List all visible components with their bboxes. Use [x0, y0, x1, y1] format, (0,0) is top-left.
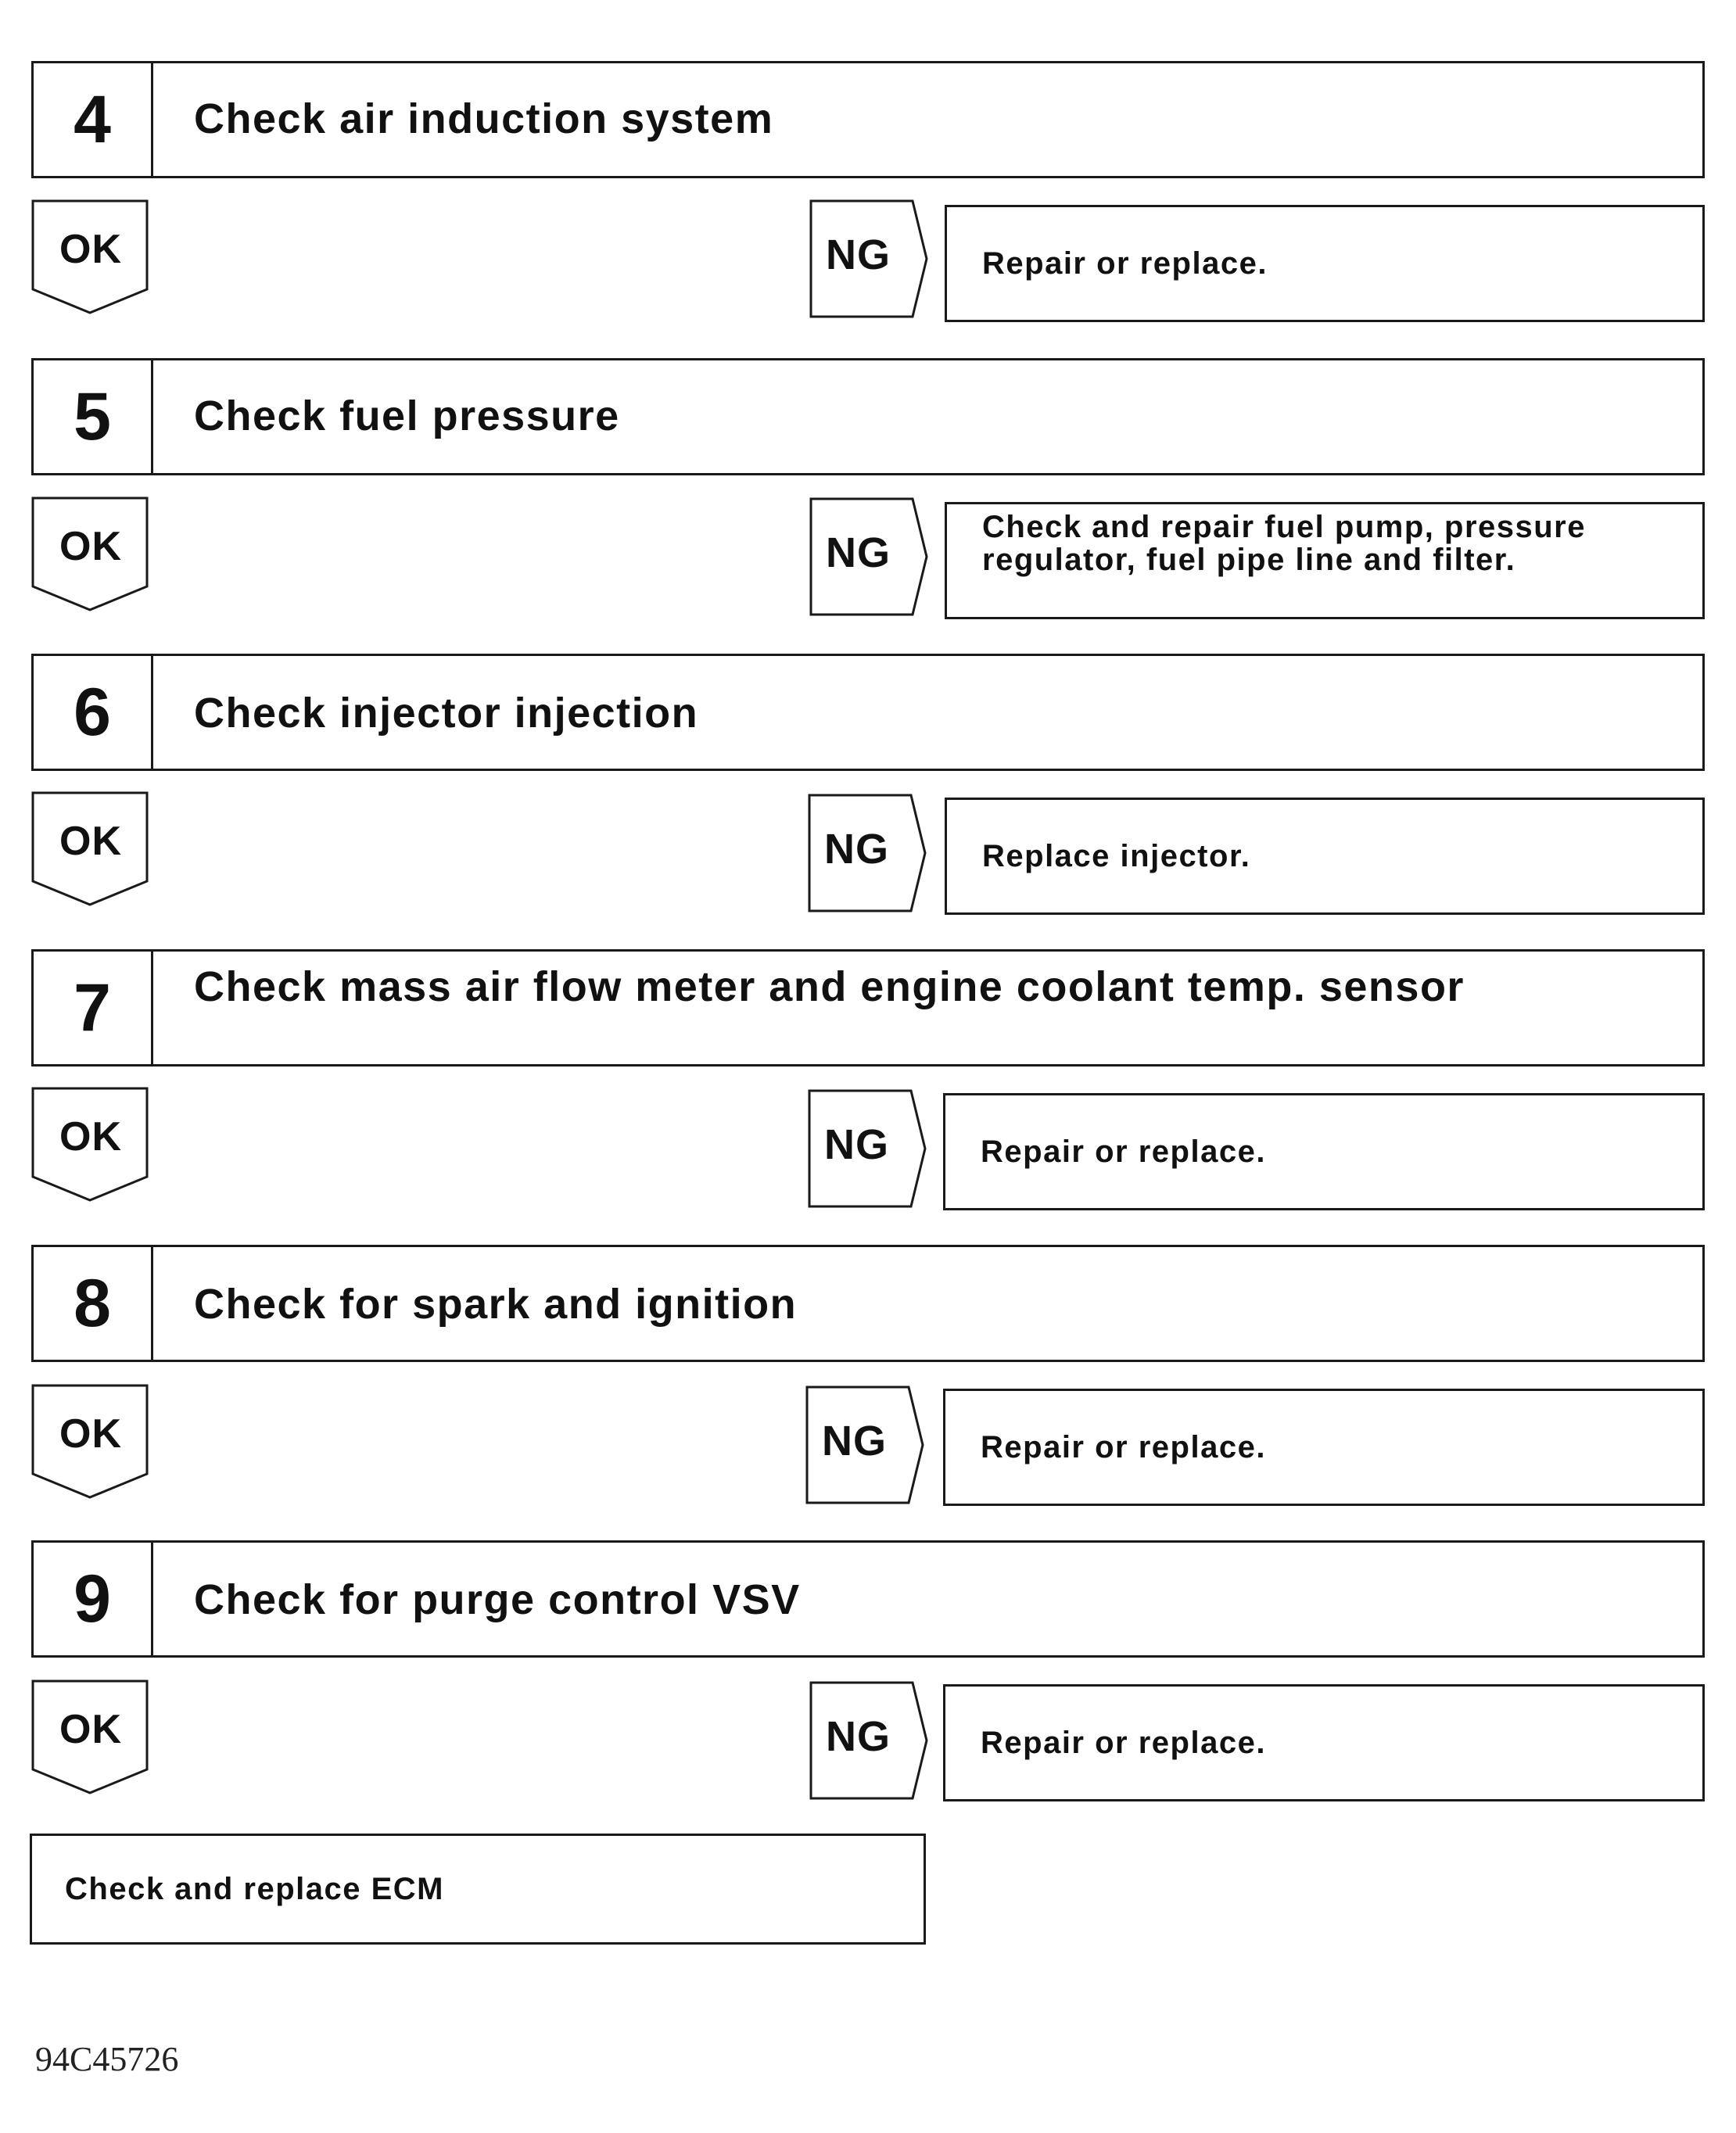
ng-arrow	[805, 1386, 924, 1504]
ok-label: OK	[59, 227, 122, 272]
step-number: 9	[34, 1543, 153, 1655]
ng-result-box: Replace injector.	[945, 798, 1705, 915]
ok-label: OK	[59, 1707, 122, 1752]
figure-id: 94C45726	[35, 2040, 179, 2078]
step-title: Check air induction system	[194, 95, 774, 142]
step-6-box	[31, 654, 1705, 771]
step-number: 8	[34, 1247, 153, 1360]
ok-arrow	[31, 497, 150, 615]
ng-result-box: Repair or replace.	[945, 205, 1705, 322]
ng-arrow	[809, 497, 928, 616]
ok-arrow	[31, 1680, 150, 1798]
ok-label: OK	[59, 819, 122, 864]
ng-label: NG	[824, 826, 889, 873]
ng-result-box: Repair or replace.	[943, 1093, 1705, 1210]
ng-result-box: Check and repair fuel pump, pressure regulator, fuel pipe line and filter.	[945, 502, 1705, 619]
step-number: 6	[34, 656, 153, 769]
step-8-box	[31, 1245, 1705, 1362]
step-number: 7	[34, 952, 153, 1064]
step-title: Check mass air flow meter and engine coolant temp. sensor	[194, 963, 1465, 1010]
ok-arrow	[31, 1384, 150, 1503]
ok-arrow	[31, 791, 150, 910]
ok-label: OK	[59, 524, 122, 569]
step-5-box	[31, 358, 1705, 475]
ng-result-box: Repair or replace.	[943, 1389, 1705, 1506]
ng-arrow	[808, 1089, 927, 1208]
step-title: Check for purge control VSV	[194, 1576, 801, 1623]
ok-arrow	[31, 1087, 150, 1206]
ng-label: NG	[826, 231, 891, 278]
ng-arrow	[809, 1681, 928, 1800]
ok-label: OK	[59, 1411, 122, 1457]
step-4-box	[31, 61, 1705, 178]
ng-label: NG	[822, 1418, 887, 1464]
ok-arrow	[31, 199, 150, 318]
step-9-box	[31, 1540, 1705, 1658]
final-action-box: Check and replace ECM	[30, 1834, 926, 1945]
ok-label: OK	[59, 1114, 122, 1160]
step-title: Check fuel pressure	[194, 393, 620, 439]
step-title: Check for spark and ignition	[194, 1281, 798, 1328]
ng-arrow	[809, 199, 928, 318]
ng-label: NG	[826, 529, 891, 576]
step-number: 5	[34, 360, 153, 473]
ng-label: NG	[824, 1121, 889, 1168]
step-7-box	[31, 949, 1705, 1066]
step-number: 4	[34, 63, 153, 176]
ng-arrow	[808, 794, 927, 912]
step-title: Check injector injection	[194, 690, 699, 737]
ng-result-box: Repair or replace.	[943, 1684, 1705, 1801]
ng-label: NG	[826, 1713, 891, 1760]
